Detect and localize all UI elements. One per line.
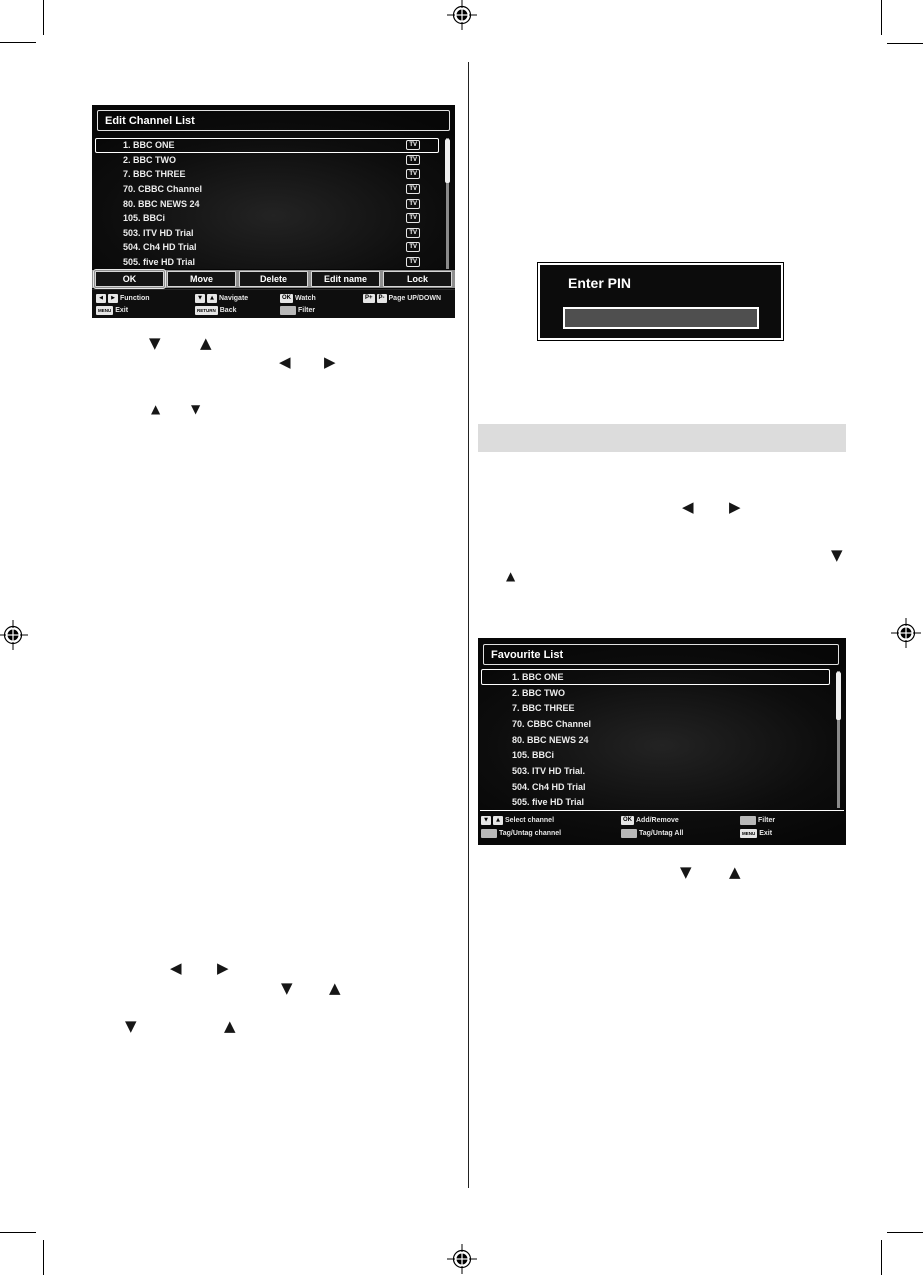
tv-badge: TV	[406, 242, 420, 252]
page-up-key-icon: P+	[365, 294, 373, 301]
up-arrow-icon: ▲	[329, 979, 341, 997]
edit-channel-list-screenshot	[92, 105, 455, 318]
lock-button: Lock	[383, 271, 452, 287]
down-arrow-key-icon: ▼	[481, 816, 491, 825]
colour-key-icon	[621, 829, 637, 838]
scrollbar-thumb	[445, 139, 450, 183]
legend-watch: OK Watch	[282, 294, 316, 302]
down-arrow-icon: ▼	[125, 1017, 137, 1035]
down-arrow-icon: ▼	[831, 546, 843, 564]
right-arrow-icon: ▶	[324, 353, 336, 371]
trim-mark	[0, 1232, 36, 1233]
channel-row: 105. BBCi	[512, 750, 555, 761]
ok-key-icon: OK	[623, 816, 632, 823]
channel-row: 80. BBC NEWS 24	[512, 734, 589, 745]
delete-button: Delete	[239, 271, 308, 287]
registration-mark-icon	[447, 1244, 477, 1274]
channel-row: 105. BBCi TV	[95, 211, 439, 226]
pin-input-field	[563, 307, 759, 329]
registration-mark-icon	[447, 0, 477, 30]
legend-select-channel: ▼ ▲ Select channel	[481, 815, 554, 825]
colour-key-icon	[740, 816, 756, 825]
channel-row: 505. five HD Trial TV	[95, 255, 439, 270]
column-divider	[468, 62, 469, 1188]
down-arrow-icon: ▼	[149, 334, 161, 352]
down-arrow-icon: ▼	[680, 863, 692, 881]
legend-tag-all: Tag/Untag All	[621, 828, 683, 838]
down-arrow-icon: ▼	[281, 979, 293, 997]
trim-mark	[0, 42, 36, 43]
trim-mark	[887, 43, 923, 44]
channel-row: 70. CBBC Channel TV	[95, 182, 439, 197]
trim-mark	[887, 1232, 923, 1233]
legend-filter: Filter	[280, 305, 315, 315]
trim-mark	[43, 1240, 44, 1275]
menu-key-icon: MENU	[98, 307, 112, 313]
channel-row: 80. BBC NEWS 24 TV	[95, 196, 439, 211]
channel-row: 1. BBC ONE TV	[95, 138, 439, 153]
left-arrow-icon: ◀	[170, 959, 182, 977]
favourite-list-screenshot	[478, 638, 846, 845]
up-arrow-icon: ▲	[200, 334, 212, 352]
legend-exit: MENU Exit	[742, 829, 773, 837]
edit-list-buttons	[92, 269, 455, 289]
left-arrow-icon: ◀	[279, 353, 291, 371]
favourite-list-title: Favourite List	[483, 644, 839, 665]
legend-add-remove: OK Add/Remove	[623, 816, 679, 824]
edit-list-legend	[92, 289, 455, 318]
section-heading-bar	[478, 424, 846, 452]
tv-badge: TV	[406, 228, 420, 238]
channel-row: 7. BBC THREE TV	[95, 167, 439, 182]
registration-mark-icon	[0, 620, 28, 650]
channel-row: 504. Ch4 HD Trial TV	[95, 240, 439, 255]
edit-channel-list-title: Edit Channel List	[97, 110, 450, 131]
enter-pin-dialog	[537, 262, 784, 341]
tv-badge: TV	[406, 213, 420, 223]
scrollbar-thumb	[836, 672, 841, 720]
up-arrow-icon: ▲	[224, 1017, 236, 1035]
left-arrow-key-icon: ◀	[96, 294, 106, 303]
up-arrow-key-icon: ▲	[207, 294, 217, 303]
trim-mark	[881, 0, 882, 35]
tv-badge: TV	[406, 169, 420, 179]
right-arrow-key-icon: ▶	[108, 294, 118, 303]
legend-navigate: ▼ ▲ Navigate	[195, 293, 248, 303]
move-button: Move	[167, 271, 236, 287]
channel-row: 505. five HD Trial	[512, 797, 585, 808]
up-arrow-icon: ▲	[506, 569, 516, 583]
legend-page: P+ P- Page UP/DOWN	[365, 294, 442, 302]
channel-row: 503. ITV HD Trial TV	[95, 225, 439, 240]
legend-filter: Filter	[740, 815, 775, 825]
channel-row: 7. BBC THREE	[512, 703, 575, 714]
return-key-icon: RETURN	[197, 307, 216, 313]
ok-button: OK	[95, 271, 164, 287]
channel-list	[95, 138, 439, 269]
legend-tag-channel: Tag/Untag channel	[481, 828, 561, 838]
menu-key-icon: MENU	[742, 830, 756, 836]
registration-mark-icon	[891, 618, 921, 648]
colour-key-icon	[280, 306, 296, 315]
up-arrow-icon: ▲	[151, 402, 161, 416]
enter-pin-title: Enter PIN	[568, 275, 632, 291]
edit-name-button: Edit name	[311, 271, 380, 287]
channel-row: 504. Ch4 HD Trial	[512, 781, 586, 792]
tv-badge: TV	[406, 257, 420, 267]
down-arrow-icon: ▼	[191, 402, 201, 416]
left-arrow-icon: ◀	[682, 498, 694, 516]
channel-row: 2. BBC TWO	[512, 687, 565, 698]
tv-badge: TV	[406, 155, 420, 165]
legend-separator	[480, 810, 844, 811]
trim-mark	[881, 1240, 882, 1275]
up-arrow-icon: ▲	[729, 863, 741, 881]
trim-mark	[43, 0, 44, 35]
colour-key-icon	[481, 829, 497, 838]
down-arrow-key-icon: ▼	[195, 294, 205, 303]
ok-key-icon: OK	[282, 294, 291, 301]
legend-back: RETURN Back	[197, 306, 237, 314]
page-down-key-icon: P-	[378, 294, 385, 301]
channel-row: 2. BBC TWO TV	[95, 153, 439, 168]
channel-row: 503. ITV HD Trial.	[512, 765, 586, 776]
legend-function: ◀ ▶ Function	[96, 293, 150, 303]
channel-row: 1. BBC ONE	[481, 669, 830, 685]
legend-exit: MENU Exit	[98, 306, 129, 314]
up-arrow-key-icon: ▲	[493, 816, 503, 825]
tv-badge: TV	[406, 199, 420, 209]
channel-row: 70. CBBC Channel	[512, 718, 592, 729]
channel-list	[481, 669, 830, 810]
tv-badge: TV	[406, 184, 420, 194]
right-arrow-icon: ▶	[729, 498, 741, 516]
tv-badge: TV	[406, 140, 420, 150]
right-arrow-icon: ▶	[217, 959, 229, 977]
